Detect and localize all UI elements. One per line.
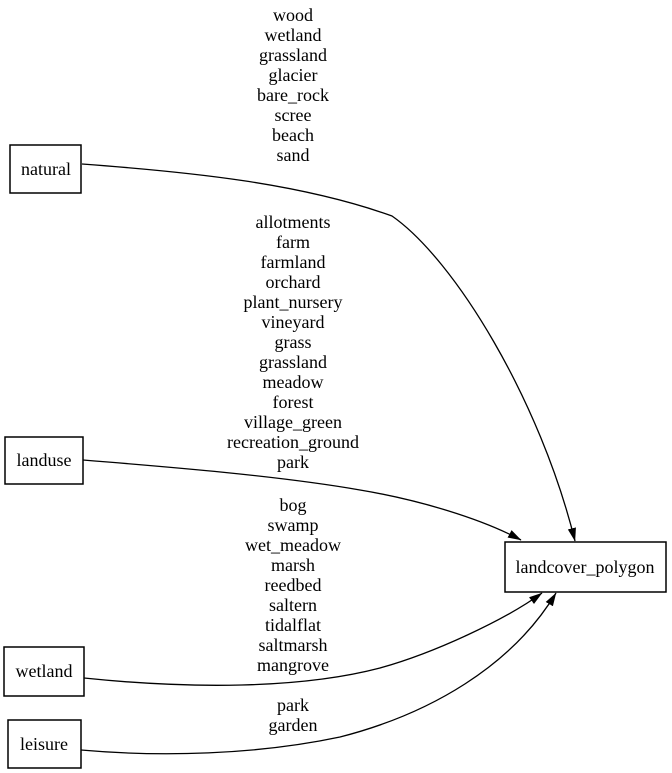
edge-label-line: wetland [264, 25, 322, 45]
edge-label-line: mangrove [257, 655, 329, 675]
edge-label-line: orchard [265, 272, 321, 292]
node-natural [10, 145, 81, 193]
edge-label-line: park [277, 452, 309, 472]
edge-label-line: village_green [244, 412, 342, 432]
edge-label-line: scree [274, 105, 312, 125]
node-landuse [5, 437, 83, 484]
edge-label-line: forest [272, 392, 314, 412]
edge-label-line: reedbed [264, 575, 322, 595]
edge-label-line: tidalflat [265, 615, 321, 635]
edge-label-line: grassland [259, 352, 327, 372]
edge-label-line: recreation_ground [227, 432, 359, 452]
edge-label-leisure [269, 695, 318, 735]
node-wetland-label: wetland [15, 661, 73, 681]
node-landuse-label: landuse [16, 450, 72, 470]
node-natural-label: natural [21, 159, 71, 179]
edge-label-line: marsh [271, 555, 315, 575]
edge-label-line: plant_nursery [243, 292, 343, 312]
edge-label-landuse [227, 212, 359, 472]
edge-label-line: wet_meadow [245, 535, 341, 555]
edge-label-line: allotments [255, 212, 331, 232]
edge-label-natural [257, 5, 329, 165]
edge-label-line: vineyard [261, 312, 325, 332]
node-leisure [8, 720, 81, 768]
edge-label-line: farmland [260, 252, 326, 272]
edge-label-line: bog [279, 495, 307, 515]
node-landcover_polygon-label: landcover_polygon [515, 557, 655, 577]
edge-label-line: glacier [268, 65, 318, 85]
edge-label-wetland [245, 495, 341, 675]
edge-label-line: grass [274, 332, 312, 352]
edge-label-line: sand [276, 145, 310, 165]
edge-label-line: grassland [259, 45, 327, 65]
edge-label-line: park [277, 695, 309, 715]
edge-label-line: saltern [269, 595, 317, 615]
edge-label-line: meadow [262, 372, 324, 392]
edge-label-line: bare_rock [257, 85, 329, 105]
node-leisure-label: leisure [20, 734, 68, 754]
edge-label-line: wood [273, 5, 313, 25]
node-wetland [4, 647, 84, 696]
edge-label-line: saltmarsh [258, 635, 328, 655]
edge-label-line: beach [272, 125, 314, 145]
node-landcover_polygon [505, 542, 666, 592]
edge-label-line: garden [268, 715, 318, 735]
edge-label-line: farm [276, 232, 310, 252]
edge-label-line: swamp [267, 515, 319, 535]
